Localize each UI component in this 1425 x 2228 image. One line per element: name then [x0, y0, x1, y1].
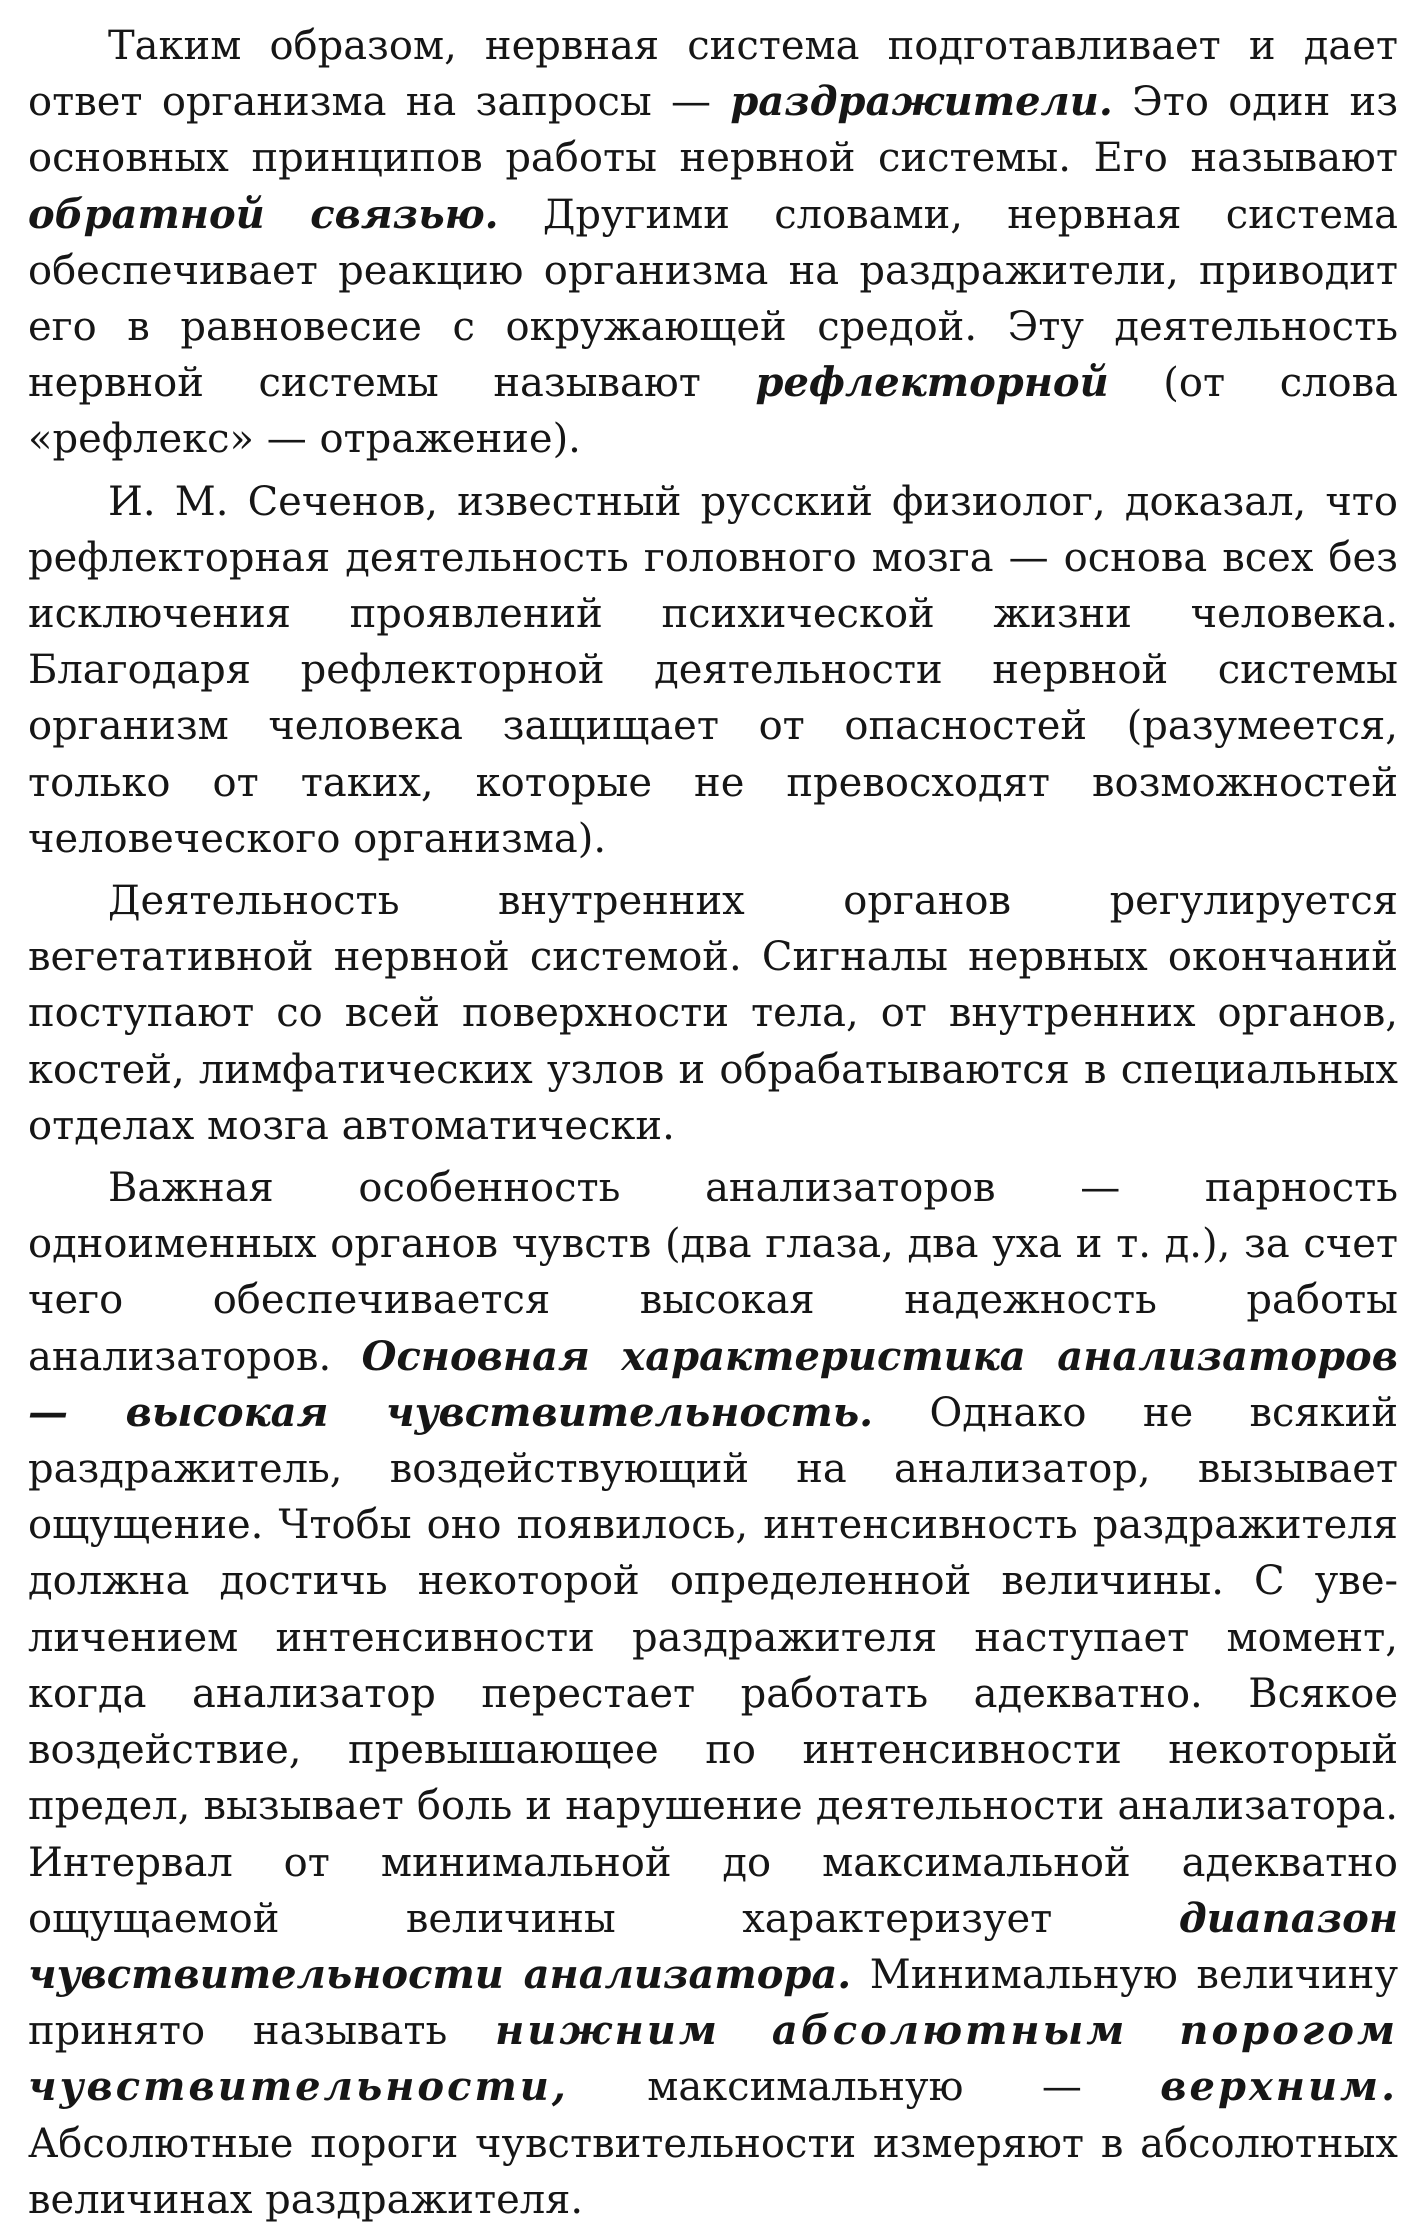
paragraph-text: (от слова «рефлекс» — отражение). [28, 360, 1399, 463]
term-reflex: рефлекторной [755, 359, 1109, 407]
paragraph-text: Другими словами, нервная система обеспечивает реакцию организма на раздражители, приводит его в равновесие с окружающей средой. Эту деятельность нервной системы называют [28, 191, 1399, 407]
term-feedback: обратной связью. [28, 190, 499, 238]
paragraph-vegetative [28, 873, 1398, 1154]
paragraph-text: Это один из основных принципов работы нервной системы. Его называют [28, 79, 1399, 182]
term-lower-threshold: нижним абсолютным порогом чувствительности, [28, 2007, 1398, 2111]
term-stimuli: раздражители. [730, 78, 1113, 126]
paragraph-text: Таким образом, нервная система подготавливает и дает ответ организма на запросы — [28, 23, 1398, 126]
paragraph-feedback [28, 18, 1398, 468]
paragraph-analyzers [28, 1160, 1398, 2228]
term-upper-threshold: верхним. [1160, 2063, 1398, 2111]
document-page [28, 18, 1398, 2228]
paragraph-text: Важная особенность анализаторов — парность одноименных органов чувств (два глаза, два уха и т. д.), за счет чего обеспечивается высокая надежность работы анализаторов. [28, 1165, 1398, 1380]
paragraph-sechenov [28, 474, 1398, 867]
paragraph-text: Абсолютные пороги чувствительности измеряют в абсолютных величинах раздражителя. [28, 2120, 1398, 2223]
paragraph-text: Деятельность внутренних органов регулируется вегетативной нервной системой. Сигналы нервных окончаний поступают со всей поверхности тела, от внутренних органов, костей, лимфатических узлов и обрабатываются в специальных отделах мозга автоматически. [28, 878, 1398, 1149]
paragraph-text: Минимальную величину принято называть [28, 1951, 1398, 2055]
paragraph-text: максимальную — [568, 2064, 1161, 2111]
term-sensitivity: Основная характеристика анализаторов — высокая чувствительность. [28, 1332, 1398, 1436]
term-range: диапазон чувствительности анализатора. [28, 1894, 1398, 1998]
paragraph-text: Однако не всякий раздражитель, воздействующий на анализатор, вызывает ощущение. Чтобы оно появилось, интенсивность раздражителя должна достичь некоторой определенной величины. С увеличением интенсивности раздражителя наступает момент, когда анализатор перестает работать адекватно. Всякое воздействие, превышающее по интенсивности некоторый предел, вызывает боль и нарушение деятельности анализатора. Интервал от минимальной до максимальной адекватно ощущаемой величины характеризует [28, 1389, 1398, 1942]
paragraph-text: И. М. Сеченов, известный русский физиолог, доказал, что рефлекторная деятельность головного мозга — основа всех без исключения проявлений психической жизни человека. Благодаря рефлекторной деятельности нервной системы организм человека защищает от опасностей (разумеется, только от таких, которые не превосходят возможностей человеческого организма). [28, 478, 1398, 862]
